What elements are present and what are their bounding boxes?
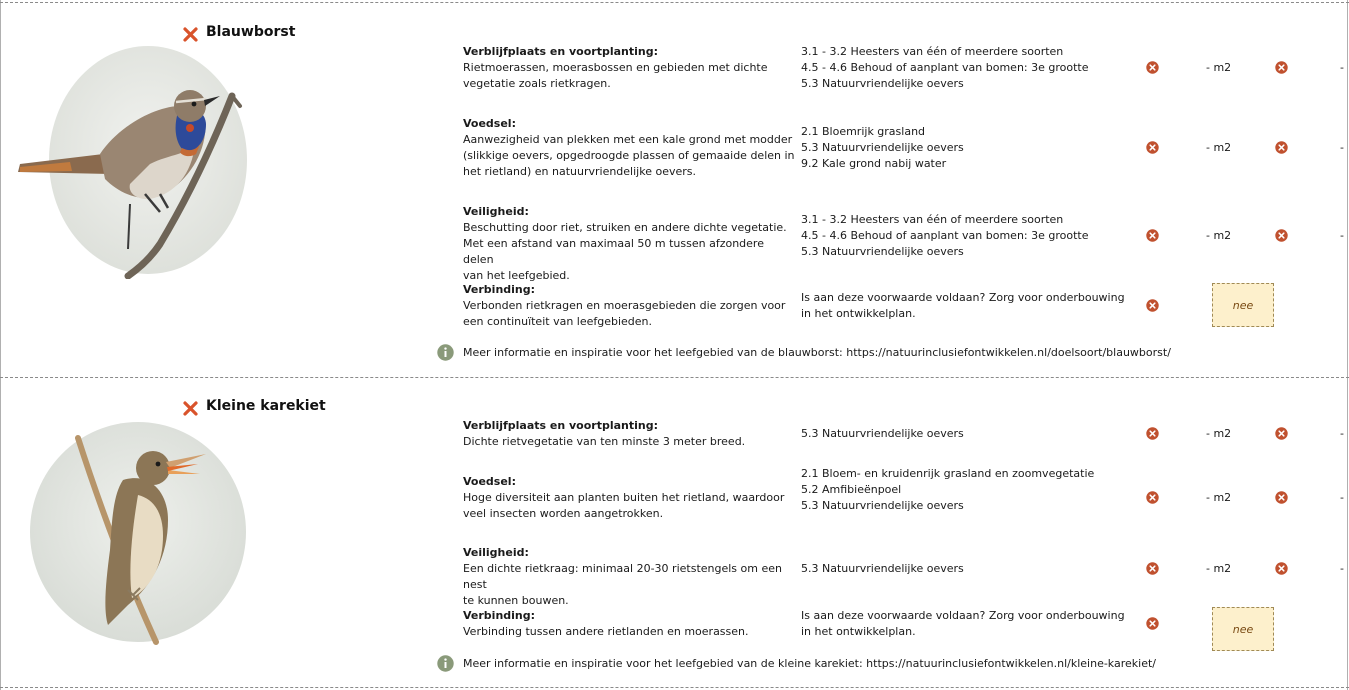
connection-question (801, 608, 1136, 640)
criterion-text-line: Verbinding tussen andere rietlanden en moerassen. (463, 625, 749, 638)
measure-item: 9.2 Kale grond nabij water (801, 157, 947, 170)
status-not-met-icon (1146, 562, 1159, 575)
status-not-met-icon (1146, 427, 1159, 440)
question-line: Is aan deze voorwaarde voldaan? Zorg voor onderbouwing (801, 609, 1125, 622)
reed-warbler-photo (28, 420, 250, 645)
result-value: - (1340, 141, 1344, 154)
measure-item: 3.1 - 3.2 Heesters van één of meerdere soorten (801, 45, 1064, 58)
close-x-icon[interactable] (182, 400, 199, 417)
measure-item: 5.3 Natuurvriendelijke oevers (801, 245, 964, 258)
status-not-met-icon (1275, 61, 1288, 74)
criterion-habitat (463, 418, 795, 450)
result-value: - (1340, 61, 1344, 74)
frame-left-border (0, 0, 1, 690)
result-value: - (1340, 491, 1344, 504)
connection-question (801, 290, 1136, 322)
species-title: Kleine karekiet (206, 398, 326, 414)
area-value: - m2 (1206, 229, 1232, 242)
measures-list (801, 124, 1136, 172)
criterion-title: Voedsel: (463, 117, 516, 130)
criterion-habitat (463, 44, 795, 92)
measures-list (801, 466, 1136, 514)
criterion-text-line: Dichte rietvegetatie van ten minste 3 meter breed. (463, 435, 746, 448)
measure-item: 2.1 Bloemrijk grasland (801, 125, 926, 138)
measure-item: 5.3 Natuurvriendelijke oevers (801, 141, 964, 154)
criterion-text-line: Rietmoerassen, moerasbossen en gebieden met dichte (463, 61, 768, 74)
criterion-text-line: veel insecten worden aangetrokken. (463, 507, 664, 520)
measure-item: 5.2 Amfibieënpoel (801, 483, 902, 496)
criterion-title: Verblijfplaats en voortplanting: (463, 45, 659, 58)
criterion-text-line: Met een afstand van maximaal 50 m tussen afzondere delen (463, 237, 764, 266)
status-not-met-icon (1275, 229, 1288, 242)
criterion-title: Verbinding: (463, 609, 536, 622)
info-link-text[interactable]: Meer informatie en inspiratie voor het leefgebied van de kleine karekiet: https://natuurinclusiefontwikkelen.nl/kleine-karekiet/ (463, 657, 1156, 670)
criterion-title: Veiligheid: (463, 546, 529, 559)
measure-item: 5.3 Natuurvriendelijke oevers (801, 562, 964, 575)
area-value: - m2 (1206, 491, 1232, 504)
measure-item: 4.5 - 4.6 Behoud of aanplant van bomen: 3e grootte (801, 229, 1089, 242)
area-value: - m2 (1206, 562, 1232, 575)
measure-item: 5.3 Natuurvriendelijke oevers (801, 427, 964, 440)
section-divider-bottom (0, 687, 1349, 688)
section-divider-middle (0, 377, 1349, 378)
status-not-met-icon (1275, 427, 1288, 440)
measures-list (801, 561, 1136, 577)
answer-dropdown[interactable]: nee (1212, 283, 1274, 327)
question-line: in het ontwikkelplan. (801, 307, 916, 320)
measure-item: 2.1 Bloem- en kruidenrijk grasland en zoomvegetatie (801, 467, 1095, 480)
question-line: Is aan deze voorwaarde voldaan? Zorg voor onderbouwing (801, 291, 1125, 304)
criterion-title: Verbinding: (463, 283, 536, 296)
status-not-met-icon (1146, 229, 1159, 242)
status-not-met-icon (1146, 299, 1159, 312)
question-line: in het ontwikkelplan. (801, 625, 916, 638)
criterion-text-line: het rietland) en natuurvriendelijke oevers. (463, 165, 696, 178)
criterion-safety (463, 204, 795, 284)
measure-item: 4.5 - 4.6 Behoud of aanplant van bomen: 3e grootte (801, 61, 1089, 74)
info-icon (437, 655, 454, 672)
measure-item: 5.3 Natuurvriendelijke oevers (801, 499, 964, 512)
criterion-safety (463, 545, 795, 609)
criterion-text-line: van het leefgebied. (463, 269, 570, 282)
status-not-met-icon (1275, 491, 1288, 504)
criterion-text-line: een continuïteit van leefgebieden. (463, 315, 653, 328)
criterion-text-line: Hoge diversiteit aan planten buiten het rietland, waardoor (463, 491, 785, 504)
status-not-met-icon (1146, 141, 1159, 154)
area-value: - m2 (1206, 61, 1232, 74)
species-title: Blauwborst (206, 24, 296, 40)
criterion-title: Veiligheid: (463, 205, 529, 218)
area-value: - m2 (1206, 141, 1232, 154)
criterion-text-line: te kunnen bouwen. (463, 594, 569, 607)
criterion-title: Voedsel: (463, 475, 516, 488)
answer-dropdown[interactable]: nee (1212, 607, 1274, 651)
measure-item: 3.1 - 3.2 Heesters van één of meerdere soorten (801, 213, 1064, 226)
status-not-met-icon (1146, 491, 1159, 504)
criterion-title: Verblijfplaats en voortplanting: (463, 419, 659, 432)
measure-item: 5.3 Natuurvriendelijke oevers (801, 77, 964, 90)
criterion-text-line: Aanwezigheid van plekken met een kale grond met modder (463, 133, 793, 146)
info-icon (437, 344, 454, 361)
criterion-text-line: (slikkige oevers, opgedroogde plassen of gemaaide delen in (463, 149, 795, 162)
status-not-met-icon (1146, 617, 1159, 630)
criterion-text-line: Verbonden rietkragen en moerasgebieden die zorgen voor (463, 299, 786, 312)
frame-right-border (1347, 0, 1348, 690)
criterion-connection (463, 608, 795, 640)
criterion-food (463, 116, 795, 180)
criterion-connection (463, 282, 795, 330)
area-value: - m2 (1206, 427, 1232, 440)
status-not-met-icon (1275, 141, 1288, 154)
criterion-text-line: vegetatie zoals rietkragen. (463, 77, 611, 90)
result-value: - (1340, 229, 1344, 242)
measures-list (801, 426, 1136, 442)
measures-list (801, 212, 1136, 260)
result-value: - (1340, 427, 1344, 440)
bluethroat-photo (10, 44, 250, 279)
measures-list (801, 44, 1136, 92)
criterion-text-line: Een dichte rietkraag: minimaal 20-30 rietstengels om een nest (463, 562, 782, 591)
status-not-met-icon (1275, 562, 1288, 575)
section-divider-top (0, 2, 1349, 3)
status-not-met-icon (1146, 61, 1159, 74)
criterion-food (463, 474, 795, 522)
info-link-text[interactable]: Meer informatie en inspiratie voor het leefgebied van de blauwborst: https://natuurinclusiefontwikkelen.nl/doelsoort/blauwborst/ (463, 346, 1171, 359)
result-value: - (1340, 562, 1344, 575)
criterion-text-line: Beschutting door riet, struiken en andere dichte vegetatie. (463, 221, 787, 234)
close-x-icon[interactable] (182, 26, 199, 43)
